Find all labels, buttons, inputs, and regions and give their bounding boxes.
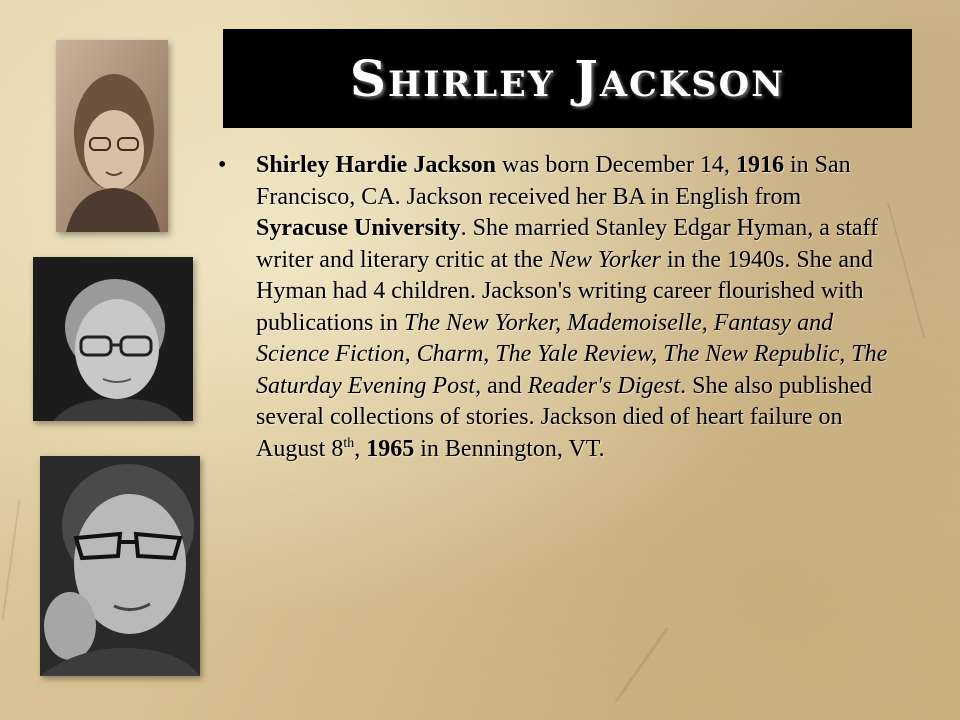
text-segment: , [354, 435, 367, 462]
text-segment: and [481, 372, 528, 399]
name-bold: Shirley Hardie Jackson [256, 152, 497, 178]
bullet-marker: • [218, 152, 227, 178]
title-banner [223, 29, 912, 128]
magazine-name: New Yorker [549, 246, 661, 273]
text-segment: was born December 14, [496, 152, 736, 178]
text-segment: . She also published several collections of stories. Jackson died of heart failure on August 8 [256, 372, 873, 462]
text-segment: in San Francisco, CA. Jackson received her BA in English from [256, 152, 851, 210]
portrait-photo-middle [33, 257, 193, 421]
magazine-list: The New Yorker, Mademoiselle, Fantasy and Science Fiction, Charm, The Yale Review, The New Republic, The Saturday Evening Post, [256, 309, 888, 399]
text-segment: in Bennington, VT. [414, 435, 605, 462]
biography-paragraph [256, 150, 898, 465]
biography-bullet [218, 150, 898, 465]
text-segment: in the 1940s. She and Hyman had 4 children. Jackson's writing career flourished with publications in [256, 246, 873, 336]
background-crack [2, 500, 21, 619]
portrait-photo-young [56, 40, 168, 232]
text-segment: . She married Stanley Edgar Hyman, a staff writer and literary critic at the [256, 215, 879, 273]
birth-year: 1916 [735, 152, 784, 178]
death-year: 1965 [366, 435, 415, 462]
slide-title: Shirley Jackson [349, 49, 786, 108]
ordinal-suffix: th [343, 435, 355, 451]
magazine-name: Reader's Digest [527, 372, 681, 399]
portrait-photo-older [40, 456, 200, 676]
university-name: Syracuse University [256, 215, 461, 241]
background-crack [614, 627, 668, 702]
